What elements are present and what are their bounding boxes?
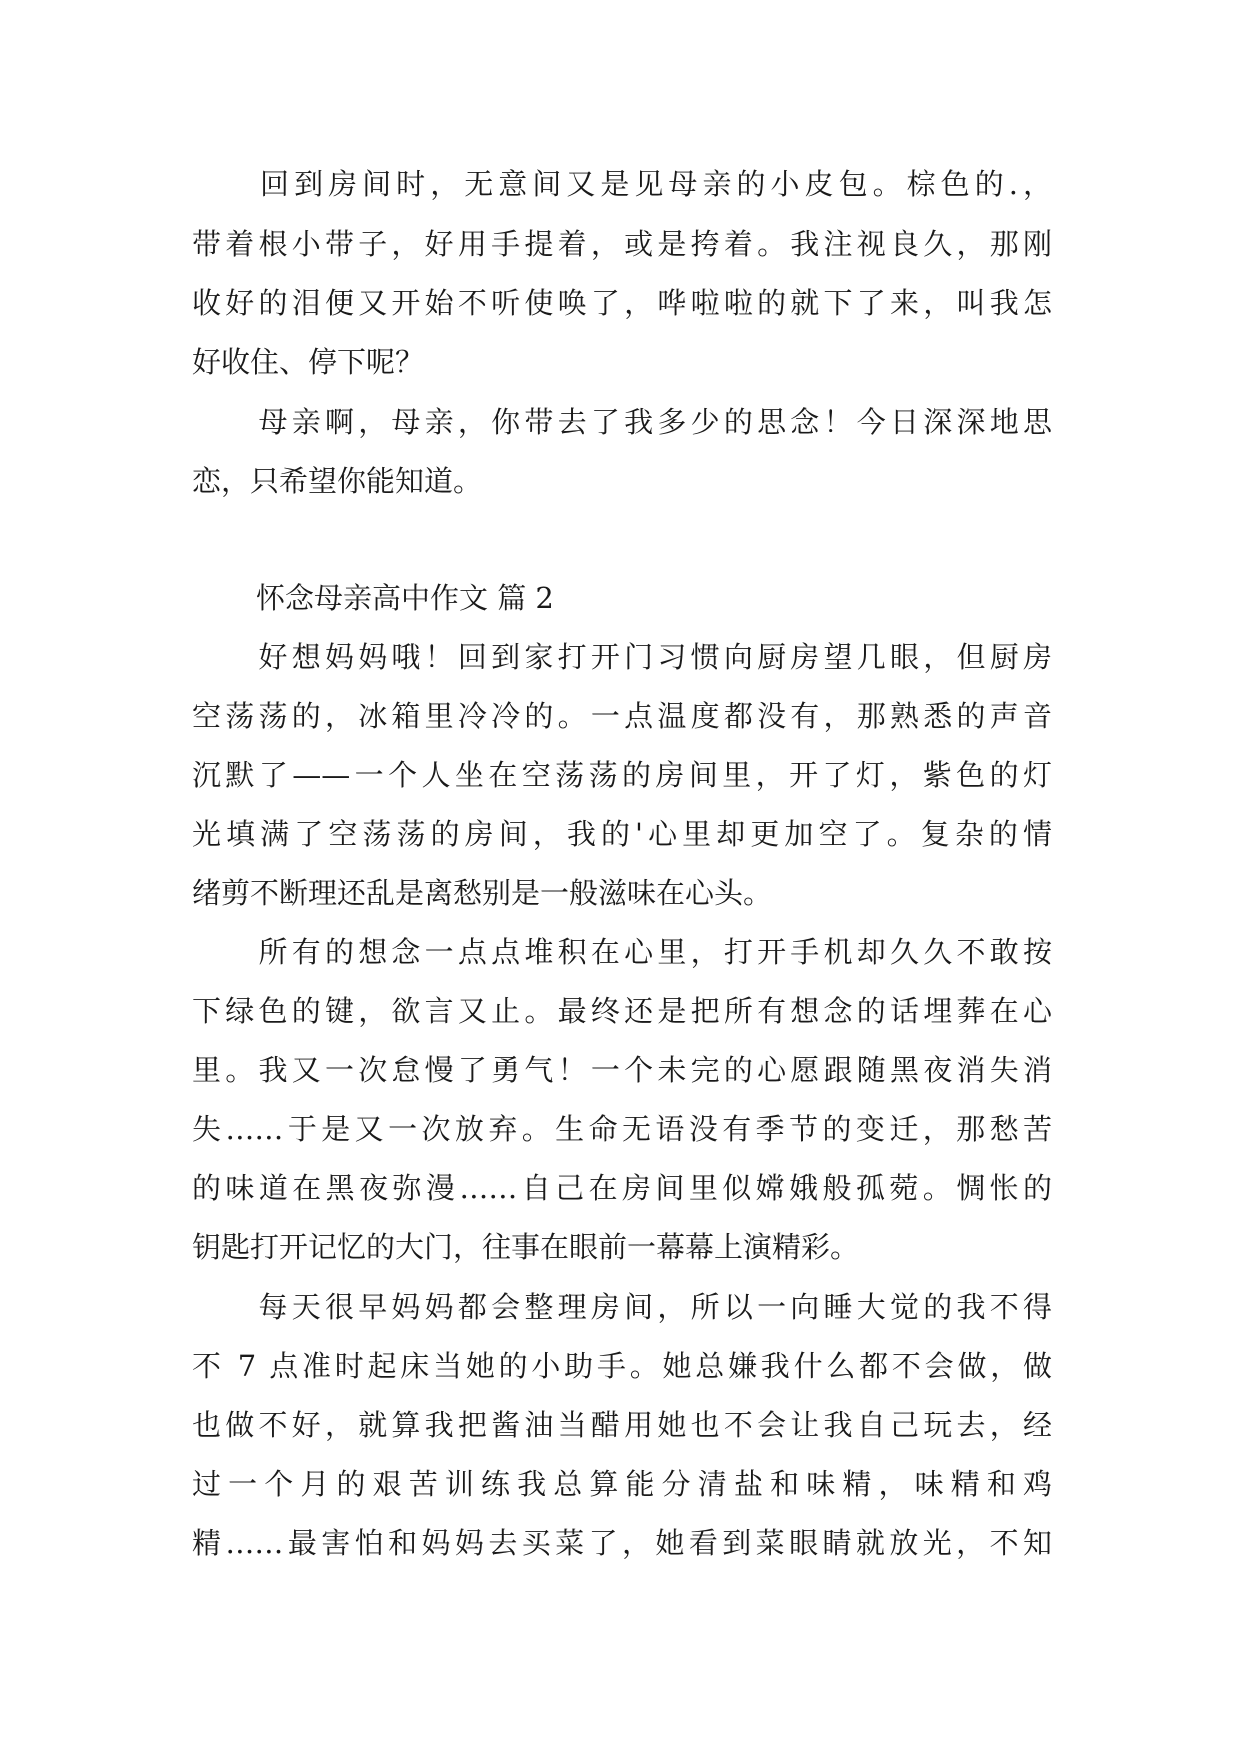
section-title: 怀念母亲高中作文 篇 2 [256,581,554,615]
paragraph-3-line-4: 光填满了空荡荡的房间，我的'心里却更加空了。复杂的情 [192,817,1052,851]
paragraph-1-line-4: 好收住、停下呢？ [192,345,425,379]
paragraph-2-line-1: 母亲啊，母亲，你带去了我多少的思念！今日深深地思 [192,405,1052,439]
paragraph-5-line-1: 每天很早妈妈都会整理房间，所以一向睡大觉的我不得 [192,1290,1052,1324]
paragraph-3-line-1: 好想妈妈哦！回到家打开门习惯向厨房望几眼，但厨房 [192,640,1052,674]
paragraph-4-line-3: 里。我又一次怠慢了勇气！一个未完的心愿跟随黑夜消失消 [192,1053,1052,1087]
paragraph-5-line-3: 也做不好，就算我把酱油当醋用她也不会让我自己玩去，经 [192,1408,1052,1442]
paragraph-1-line-1: 回到房间时，无意间又是见母亲的小皮包。棕色的.， [192,167,1052,201]
paragraph-5-line-4: 过一个月的艰苦训练我总算能分清盐和味精，味精和鸡 [192,1467,1052,1501]
paragraph-4-line-2: 下绿色的键，欲言又止。最终还是把所有想念的话埋葬在心 [192,994,1052,1028]
paragraph-4-line-6: 钥匙打开记忆的大门，往事在眼前一幕幕上演精彩。 [192,1230,860,1264]
paragraph-5-line-5: 精……最害怕和妈妈去买菜了，她看到菜眼睛就放光，不知 [192,1526,1052,1560]
paragraph-4-line-5: 的味道在黑夜弥漫……自己在房间里似嫦娥般孤菀。惆怅的 [192,1171,1052,1205]
paragraph-4-line-4: 失……于是又一次放弃。生命无语没有季节的变迁，那愁苦 [192,1112,1052,1146]
paragraph-1-line-2: 带着根小带子，好用手提着，或是挎着。我注视良久，那刚 [192,227,1052,261]
paragraph-5-line-2: 不 7 点准时起床当她的小助手。她总嫌我什么都不会做，做 [192,1349,1052,1383]
paragraph-2-line-2: 恋，只希望你能知道。 [192,464,483,498]
paragraph-4-line-1: 所有的想念一点点堆积在心里，打开手机却久久不敢按 [192,935,1052,969]
paragraph-3-line-2: 空荡荡的，冰箱里冷冷的。一点温度都没有，那熟悉的声音 [192,699,1052,733]
paragraph-1-line-3: 收好的泪便又开始不听使唤了，哗啦啦的就下了来，叫我怎 [192,286,1052,320]
paragraph-3-line-3: 沉默了——一个人坐在空荡荡的房间里，开了灯，紫色的灯 [192,758,1052,792]
paragraph-3-line-5: 绪剪不断理还乱是离愁别是一般滋味在心头。 [192,876,773,910]
